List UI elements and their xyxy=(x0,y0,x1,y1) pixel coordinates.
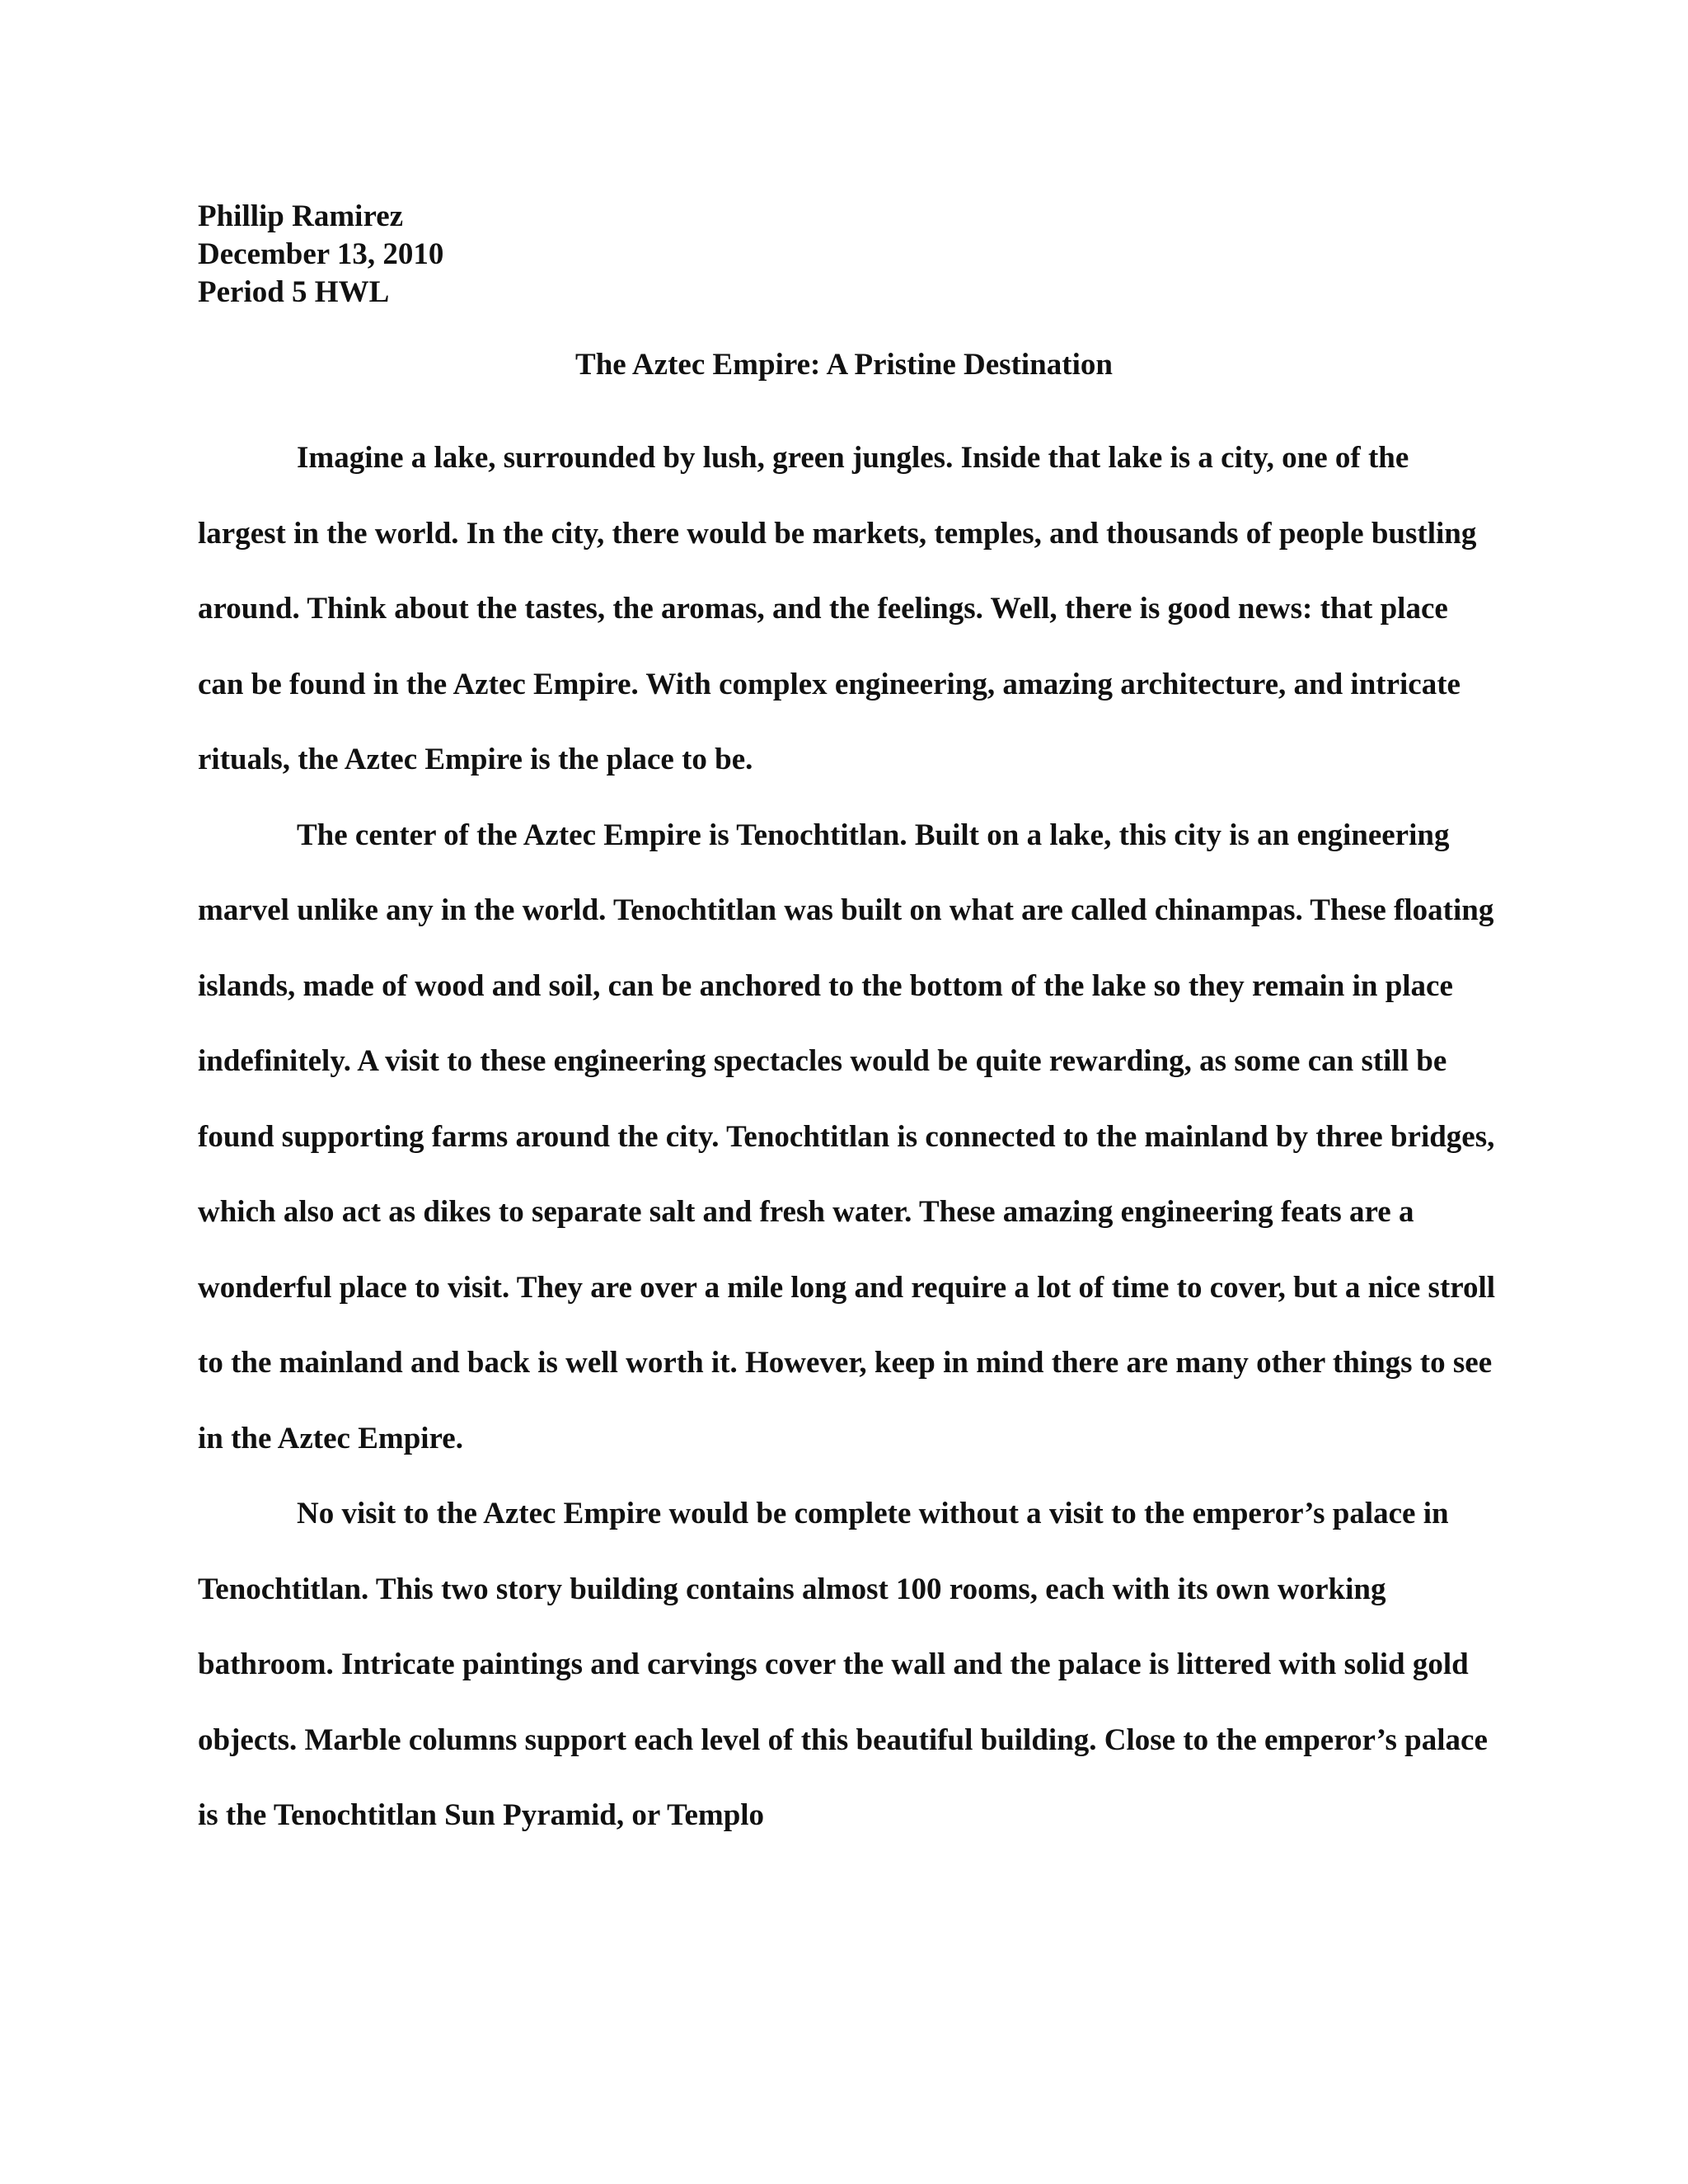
essay-header xyxy=(198,198,443,312)
author-name: Phillip Ramirez xyxy=(198,199,404,233)
paragraph: Imagine a lake, surrounded by lush, green jungles. Inside that lake is a city, one of the largest in the world. In the city, there would be markets, temples, and thousands of people bustling around. Think about the tastes, the aromas, and the feelings. Well, there is good news: that place can be found in the Aztec Empire. With complex engineering, amazing architecture, and intricate rituals, the Aztec Empire is the place to be. xyxy=(198,441,1477,776)
essay-title: The Aztec Empire: A Pristine Destination xyxy=(575,348,1113,382)
paragraph: The center of the Aztec Empire is Tenochtitlan. Built on a lake, this city is an engineering marvel unlike any in the world. Tenochtitlan was built on what are called chinampas. These floating islands, made of wood and soil, can be anchored to the bottom of the lake so they remain in place indefinitely. A visit to these engineering spectacles would be quite rewarding, as some can still be found supporting farms around the city. Tenochtitlan is connected to the mainland by three bridges, which also act as dikes to separate salt and fresh water. These amazing engineering feats are a wonderful place to visit. They are over a mile long and require a lot of time to cover, but a nice stroll to the mainland and back is well worth it. However, keep in mind there are many other things to see in the Aztec Empire. xyxy=(198,818,1496,1455)
essay-body xyxy=(198,420,1497,1854)
paragraph: No visit to the Aztec Empire would be complete without a visit to the emperor’s palace in Tenochtitlan. This two story building contains almost 100 rooms, each with its own working bathroom. Intricate paintings and carvings cover the wall and the palace is littered with solid gold objects. Marble columns support each level of this beautiful building. Close to the emperor’s palace is the Tenochtitlan Sun Pyramid, or Templo xyxy=(198,1497,1488,1832)
essay-date: December 13, 2010 xyxy=(198,237,444,271)
class-period: Period 5 HWL xyxy=(198,275,390,309)
